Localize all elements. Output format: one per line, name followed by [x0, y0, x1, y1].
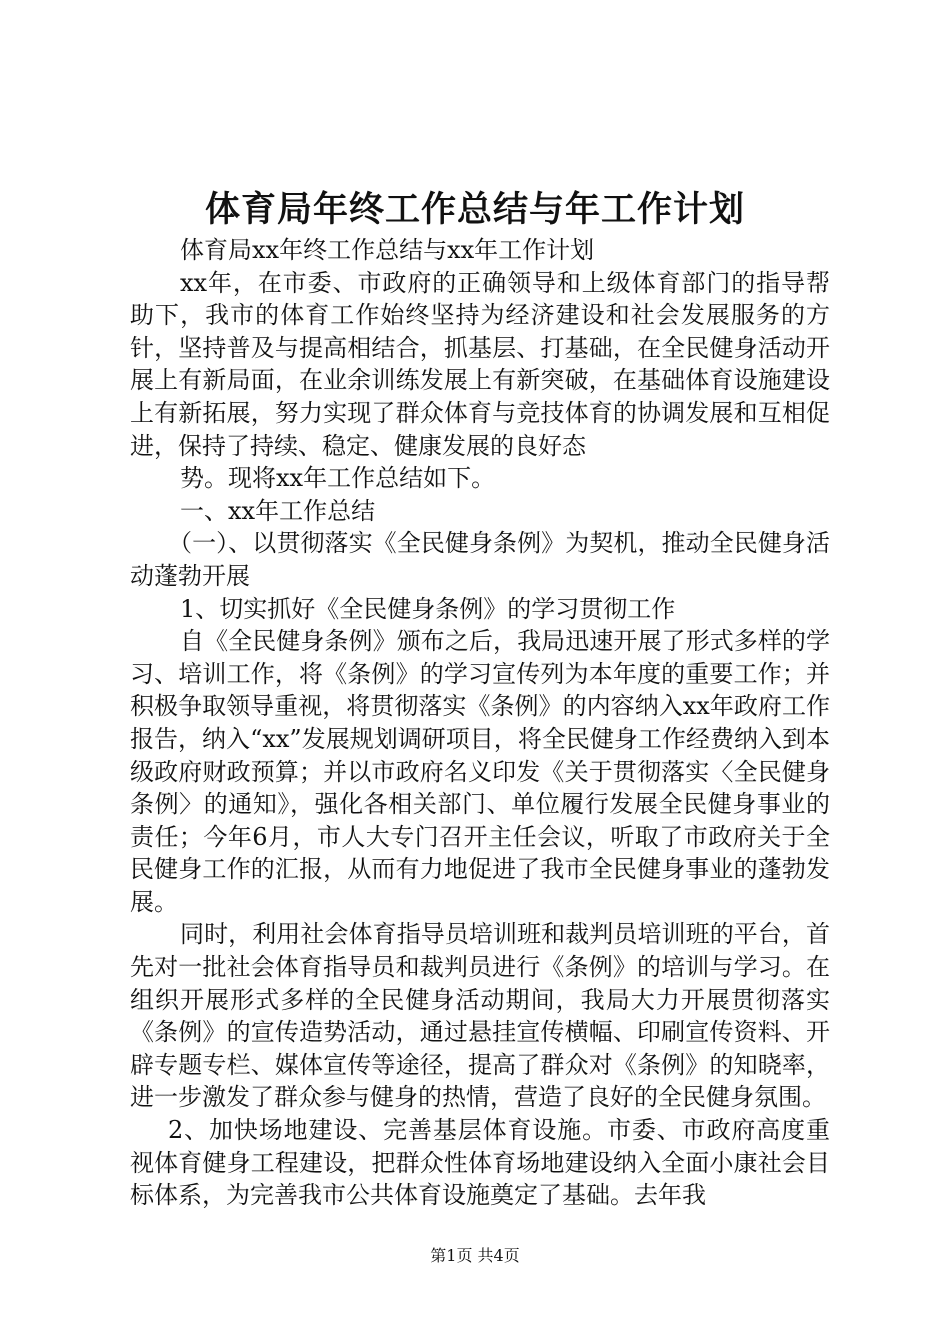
paragraph-intro-end: 势。现将xx年工作总结如下。 — [180, 464, 496, 493]
paragraph-regulation-study: 自《全民健身条例》颁布之后，我局迅速开展了形式多样的学习、培训工作，将《条例》的学习宣传列为本年度的重要工作；并积极争取领导重视，将贯彻落实《条例》的内容纳入xx年政府工作报告，纳入“xx”发展规划调研项目，将全民健身工作经费纳入到本级政府财政预算；并以市政府名义印发《关于贯彻落实〈全民健身条例〉的通知》，强化各相关部门、单位履行发展全民健身事业的责任；今年6月，市人大专门召开主任会议，听取了市政府关于全民健身工作的汇报，从而有力地促进了我市全民健身事业的蓬勃发展。 — [130, 627, 830, 916]
paragraph-subtitle: 体育局xx年终工作总结与xx年工作计划 — [180, 236, 595, 264]
subsection-heading-1: （一）、以贯彻落实《全民健身条例》为契机，推动全民健身活动蓬勃开展 — [130, 529, 830, 590]
item-heading-1: 1、切实抓好《全民健身条例》的学习贯彻工作 — [180, 594, 676, 623]
paragraph-intro: xx年，在市委、市政府的正确领导和上级体育部门的指导帮助下，我市的体育工作始终坚持为经济建设和社会发展服务的方针，坚持普及与提高相结合，抓基层、打基础，在全民健身活动开展上有新局面，在业余训练发展上有新突破，在基础体育设施建设上有新拓展，努力实现了群众体育与竞技体育的协调发展和互相促进，保持了持续、稳定、健康发展的良好态 — [130, 268, 830, 460]
document-body — [130, 234, 830, 1212]
document-title: 体育局年终工作总结与年工作计划 — [204, 189, 745, 230]
paragraph-facilities: 2、加快场地建设、完善基层体育设施。市委、市政府高度重视体育健身工程建设，把群众性体育场地建设纳入全面小康社会目标体系，为完善我市公共体育设施奠定了基础。去年我 — [130, 1116, 830, 1210]
page-number-footer: 第1页 共4页 — [430, 1246, 520, 1265]
section-heading-1: 一、xx年工作总结 — [180, 496, 376, 525]
paragraph-training: 同时，利用社会体育指导员培训班和裁判员培训班的平台，首先对一批社会体育指导员和裁判员进行《条例》的培训与学习。在组织开展形式多样的全民健身活动期间，我局大力开展贯彻落实《条例》的宣传造势活动，通过悬挂宣传横幅、印刷宣传资料、开辟专题专栏、媒体宣传等途径，提高了群众对《条例》的知晓率，进一步激发了群众参与健身的热情，营造了良好的全民健身氛围。 — [130, 920, 830, 1112]
